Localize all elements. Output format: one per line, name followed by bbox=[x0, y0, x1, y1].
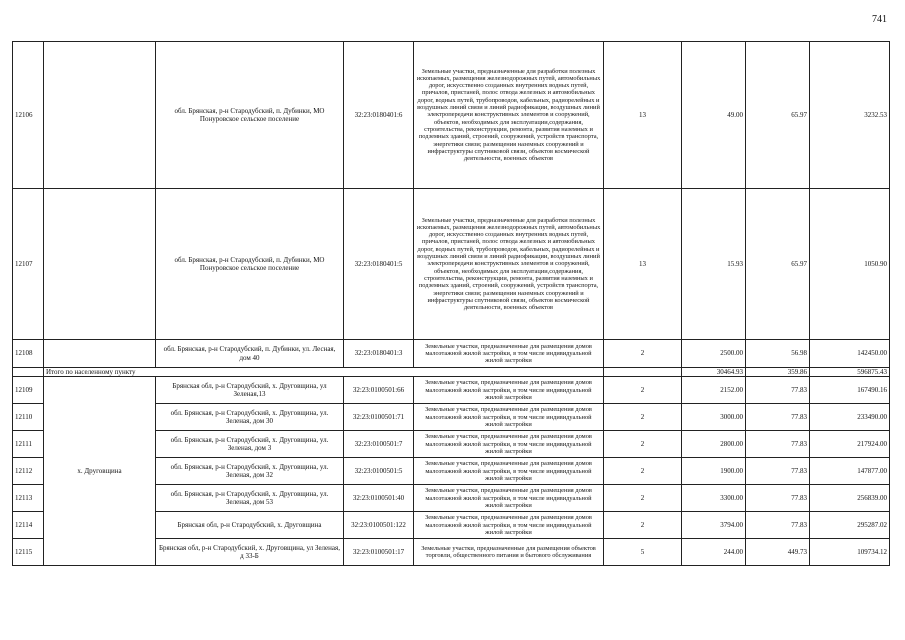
land-use-cell: Земельные участки, предназначенные для размещения домов малоэтажной жилой застройки, в том числе индивидуальной жилой застройки bbox=[414, 485, 604, 512]
use-class: 5 bbox=[604, 539, 682, 566]
rate-cell: 77.83 bbox=[746, 485, 810, 512]
use-class: 2 bbox=[604, 340, 682, 368]
area-cell: 1900.00 bbox=[682, 458, 746, 485]
row-id: 12107 bbox=[13, 189, 44, 340]
area-cell: 2500.00 bbox=[682, 340, 746, 368]
value-cell: 3232.53 bbox=[810, 42, 890, 189]
land-use-cell: Земельные участки, предназначенные для размещения домов малоэтажной жилой застройки, в том числе индивидуальной жилой застройки bbox=[414, 404, 604, 431]
value-cell: 147877.00 bbox=[810, 458, 890, 485]
land-use-cell: Земельные участки, предназначенные для размещения домов малоэтажной жилой застройки, в том числе индивидуальной жилой застройки bbox=[414, 512, 604, 539]
locality-cell bbox=[44, 42, 156, 189]
area-cell: 15.93 bbox=[682, 189, 746, 340]
value-cell: 295287.02 bbox=[810, 512, 890, 539]
row-id: 12112 bbox=[13, 458, 44, 485]
area-cell: 244.00 bbox=[682, 539, 746, 566]
land-use-cell: Земельные участки, предназначенные для размещения домов малоэтажной жилой застройки, в том числе индивидуальной жилой застройки bbox=[414, 458, 604, 485]
total-area: 30464.93 bbox=[682, 368, 746, 377]
total-label: Итого по населенному пункту bbox=[44, 368, 604, 377]
cadastral-number: 32:23:0100501:122 bbox=[344, 512, 414, 539]
address-cell: Брянская обл, р-н Стародубский, х. Друговщина bbox=[156, 512, 344, 539]
use-class: 2 bbox=[604, 377, 682, 404]
row-id: 12113 bbox=[13, 485, 44, 512]
rate-cell: 449.73 bbox=[746, 539, 810, 566]
page-number: 741 bbox=[872, 14, 887, 25]
cadastral-number: 32:23:0180401:5 bbox=[344, 189, 414, 340]
row-id: 12106 bbox=[13, 42, 44, 189]
rate-cell: 77.83 bbox=[746, 377, 810, 404]
cadastral-number: 32:23:0180401:6 bbox=[344, 42, 414, 189]
value-cell: 109734.12 bbox=[810, 539, 890, 566]
rate-cell: 77.83 bbox=[746, 431, 810, 458]
address-cell: Брянская обл, р-н Стародубский, х. Друговщина, ул Зеленая, д 33-Б bbox=[156, 539, 344, 566]
rate-cell: 65.97 bbox=[746, 42, 810, 189]
area-cell: 3300.00 bbox=[682, 485, 746, 512]
address-cell: обл. Брянская, р-н Стародубский, п. Дубинки, ул. Лесная, дом 40 bbox=[156, 340, 344, 368]
total-rate: 359.86 bbox=[746, 368, 810, 377]
table-row bbox=[13, 340, 890, 368]
table-row bbox=[13, 42, 890, 189]
use-class: 2 bbox=[604, 485, 682, 512]
rate-cell: 77.83 bbox=[746, 458, 810, 485]
use-class: 2 bbox=[604, 458, 682, 485]
cadastral-number: 32:23:0100501:7 bbox=[344, 431, 414, 458]
address-cell: обл. Брянская, р-н Стародубский, х. Друговщина, ул. Зеленая, дом 3 bbox=[156, 431, 344, 458]
row-id: 12115 bbox=[13, 539, 44, 566]
row-id: 12109 bbox=[13, 377, 44, 404]
use-class: 2 bbox=[604, 431, 682, 458]
table-row bbox=[13, 377, 890, 404]
land-use-cell: Земельные участки, предназначенные для размещения объектов торговли, общественного питания и бытового обслуживания bbox=[414, 539, 604, 566]
use-class: 2 bbox=[604, 512, 682, 539]
address-cell: обл. Брянская, р-н Стародубский, х. Друговщина, ул. Зеленая, дом 30 bbox=[156, 404, 344, 431]
cadastral-number: 32:23:0100501:5 bbox=[344, 458, 414, 485]
value-cell: 167490.16 bbox=[810, 377, 890, 404]
area-cell: 3794.00 bbox=[682, 512, 746, 539]
cadastral-number: 32:23:0100501:71 bbox=[344, 404, 414, 431]
address-cell: Брянская обл, р-н Стародубский, х. Друговщина, ул Зеленая,13 bbox=[156, 377, 344, 404]
row-id: 12111 bbox=[13, 431, 44, 458]
rate-cell: 77.83 bbox=[746, 404, 810, 431]
value-cell: 256839.00 bbox=[810, 485, 890, 512]
table-row bbox=[13, 189, 890, 340]
value-cell: 1050.90 bbox=[810, 189, 890, 340]
value-cell: 142450.00 bbox=[810, 340, 890, 368]
address-cell: обл. Брянская, р-н Стародубский, х. Друговщина, ул. Зеленая, дом 53 bbox=[156, 485, 344, 512]
land-use-cell: Земельные участки, предназначенные для размещения домов малоэтажной жилой застройки, в том числе индивидуальной жилой застройки bbox=[414, 340, 604, 368]
land-use-cell: Земельные участки, предназначенные для разработки полезных ископаемых, размещения железнодорожных путей, автомобильных дорог, искусственно созданных внутренних водных путей, причалов, пристаней, полос отвода железных и автомобильных дорог, водных путей, трубопроводов, кабельных, радиорелейных и воздушных линий связи и линий радиофикации, воздушных линий электропередачи конструктивных элементов и сооружений, объектов, необходимых для эксплуатации,содержания, строительства, реконструкции, ремонта, развития наземных и подземных зданий, строений, сооружений, устройств транспорта, энергетики связи; размещения наземных сооружений и инфраструктуры спутниковой связи, объектов космической деятельности, военных объектов bbox=[414, 189, 604, 340]
use-class: 13 bbox=[604, 189, 682, 340]
land-use-cell: Земельные участки, предназначенные для размещения домов малоэтажной жилой застройки, в том числе индивидуальной жилой застройки bbox=[414, 431, 604, 458]
land-use-cell: Земельные участки, предназначенные для размещения домов малоэтажной жилой застройки, в том числе индивидуальной жилой застройки bbox=[414, 377, 604, 404]
row-id: 12108 bbox=[13, 340, 44, 368]
locality-name: х. Друговщина bbox=[44, 377, 156, 566]
cadastral-number: 32:23:0100501:17 bbox=[344, 539, 414, 566]
rate-cell: 65.97 bbox=[746, 189, 810, 340]
cadastral-value-table bbox=[12, 41, 890, 566]
cadastral-number: 32:23:0100501:40 bbox=[344, 485, 414, 512]
locality-cell bbox=[44, 340, 156, 368]
area-cell: 49.00 bbox=[682, 42, 746, 189]
row-id: 12114 bbox=[13, 512, 44, 539]
address-cell: обл. Брянская, р-н Стародубский, п. Дубинки, МО Понуровское сельское поселение bbox=[156, 189, 344, 340]
land-use-cell: Земельные участки, предназначенные для разработки полезных ископаемых, размещения железнодорожных путей, автомобильных дорог, искусственно созданных внутренних водных путей, причалов, пристаней, полос отвода железных и автомобильных дорог, водных путей, трубопроводов, кабельных, радиорелейных и воздушных линий связи и линий радиофикации, воздушных линий электропередачи конструктивных элементов и сооружений, объектов, необходимых для эксплуатации,содержания, строительства, реконструкции, ремонта, развития наземных и подземных зданий, строений, сооружений, устройств транспорта, энергетики связи; размещения наземных сооружений и инфраструктуры спутниковой связи, объектов космической деятельности, военных объектов bbox=[414, 42, 604, 189]
value-cell: 233490.00 bbox=[810, 404, 890, 431]
locality-cell bbox=[44, 189, 156, 340]
area-cell: 2800.00 bbox=[682, 431, 746, 458]
area-cell: 3000.00 bbox=[682, 404, 746, 431]
cadastral-number: 32:23:0180401:3 bbox=[344, 340, 414, 368]
rate-cell: 77.83 bbox=[746, 512, 810, 539]
cadastral-number: 32:23:0100501:66 bbox=[344, 377, 414, 404]
value-cell: 217924.00 bbox=[810, 431, 890, 458]
total-row bbox=[13, 368, 890, 377]
rate-cell: 56.98 bbox=[746, 340, 810, 368]
area-cell: 2152.00 bbox=[682, 377, 746, 404]
use-class: 2 bbox=[604, 404, 682, 431]
total-value: 596875.43 bbox=[810, 368, 890, 377]
row-id: 12110 bbox=[13, 404, 44, 431]
address-cell: обл. Брянская, р-н Стародубский, п. Дубинки, МО Понуровское сельское поселение bbox=[156, 42, 344, 189]
use-class: 13 bbox=[604, 42, 682, 189]
address-cell: обл. Брянская, р-н Стародубский, х. Друговщина, ул. Зеленая, дом 32 bbox=[156, 458, 344, 485]
